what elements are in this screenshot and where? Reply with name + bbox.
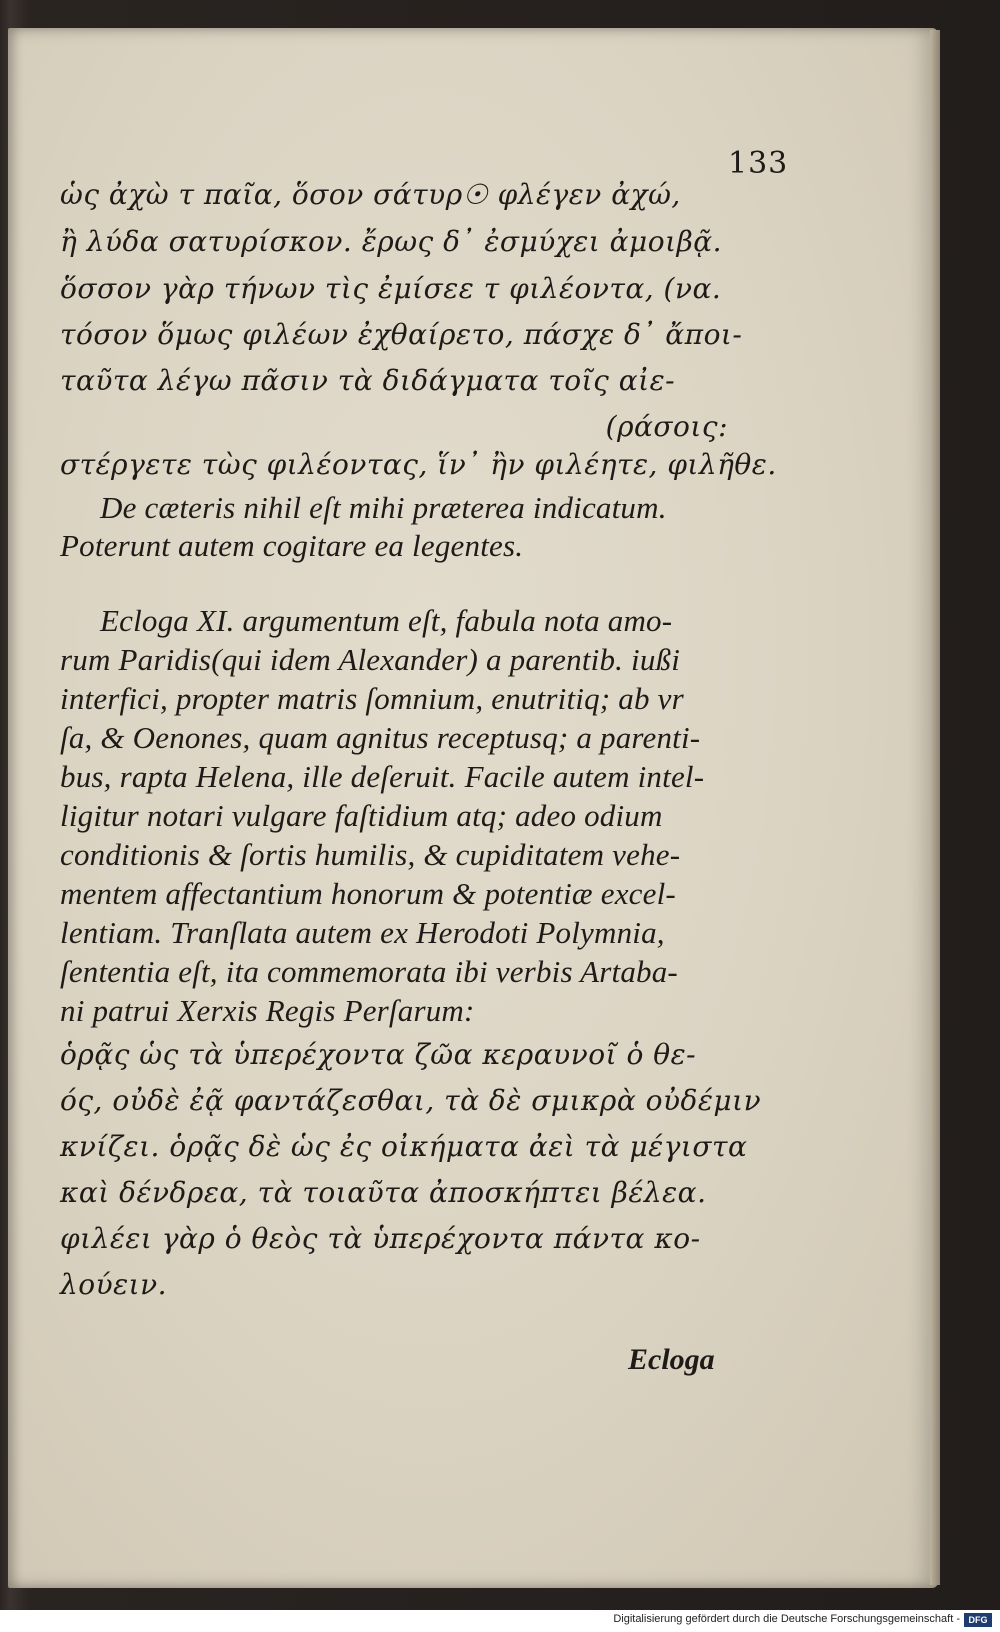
- eclogue-line-10: ſententia eſt, ita commemorata ibi verbis Artaba-: [60, 954, 678, 989]
- herodotus-line-1: ὁρᾷς ὡς τὰ ὑπερέχοντα ζῶα κεραυνοῖ ὁ θε-: [60, 1038, 697, 1071]
- footer-credit: Digitalisierung gefördert durch die Deutsche Forschungsgemeinschaft -: [613, 1613, 960, 1625]
- greek-line-5: ταῦτα λέγω πᾶσιν τὰ διδάγματα τοῖς αἰε-: [60, 364, 676, 397]
- eclogue-line-6: ligitur notari vulgare faſtidium atq; adeo odium: [60, 798, 663, 833]
- greek-line-1: ὡς ἀχὼ τ παῖα, ὅσον σάτυρ☉ φλέγεν ἀχώ,: [60, 178, 681, 211]
- latin-line-2: Poterunt autem cogitare ea legentes.: [60, 528, 524, 563]
- greek-line-7: στέργετε τὼς φιλέοντας, ἵν᾽ ἢν φιλέητε, φιλῆθε.: [60, 448, 777, 481]
- latin-line-1: De cæteris nihil eſt mihi præterea indicatum.: [100, 490, 667, 525]
- eclogue-line-5: bus, rapta Helena, ille deſeruit. Facile autem intel-: [60, 759, 705, 794]
- page-number: 133: [728, 146, 789, 181]
- eclogue-line-9: lentiam. Tranſlata autem ex Herodoti Polymnia,: [60, 915, 665, 950]
- eclogue-line-7: conditionis & ſortis humilis, & cupiditatem vehe-: [60, 837, 681, 872]
- herodotus-line-2: ός, οὐδὲ ἐᾷ φαντάζεσθαι, τὰ δὲ σμικρὰ οὐδέμιν: [60, 1084, 762, 1117]
- herodotus-line-5: φιλέει γὰρ ὁ θεὸς τὰ ὑπερέχοντα πάντα κο-: [60, 1222, 701, 1255]
- page-edge: [930, 30, 940, 1585]
- herodotus-line-6: λούειν.: [60, 1268, 168, 1301]
- eclogue-line-11: ni patrui Xerxis Regis Perſarum:: [60, 993, 475, 1028]
- greek-line-2: ἢ λύδα σατυρίσκον. ἔρως δ᾽ ἐσμύχει ἀμοιβᾷ.: [60, 225, 723, 258]
- eclogue-line-2: rum Paridis(qui idem Alexander) a parentib. iußi: [60, 642, 681, 677]
- eclogue-line-3: interfici, propter matris ſomnium, enutritiq; ab vr: [60, 681, 684, 716]
- eclogue-line-4: ſa, & Oenones, quam agnitus receptusq; a parenti-: [60, 720, 701, 755]
- greek-line-3: ὅσσον γὰρ τήνων τὶς ἐμίσεε τ φιλέοντα, (να.: [60, 272, 722, 305]
- book-page: [8, 28, 938, 1588]
- eclogue-line-1: Ecloga XI. argumentum eſt, fabula nota amo-: [100, 603, 673, 638]
- herodotus-line-4: καὶ δένδρεα, τὰ τοιαῦτα ἀποσκήπτει βέλεα.: [60, 1176, 707, 1209]
- herodotus-line-3: κνίζει. ὁρᾷς δὲ ὡς ἐς οἰκήματα ἀεὶ τὰ μέγιστα: [60, 1130, 748, 1163]
- eclogue-line-8: mentem affectantium honorum & potentiæ excel-: [60, 876, 676, 911]
- greek-line-6: (ράσοις:: [605, 410, 728, 443]
- catchword: Ecloga: [628, 1343, 715, 1376]
- greek-line-4: τόσον ὅμως φιλέων ἐχθαίρετο, πάσχε δ᾽ ἄποι-: [60, 318, 743, 351]
- dfg-logo-icon: DFG: [964, 1613, 992, 1627]
